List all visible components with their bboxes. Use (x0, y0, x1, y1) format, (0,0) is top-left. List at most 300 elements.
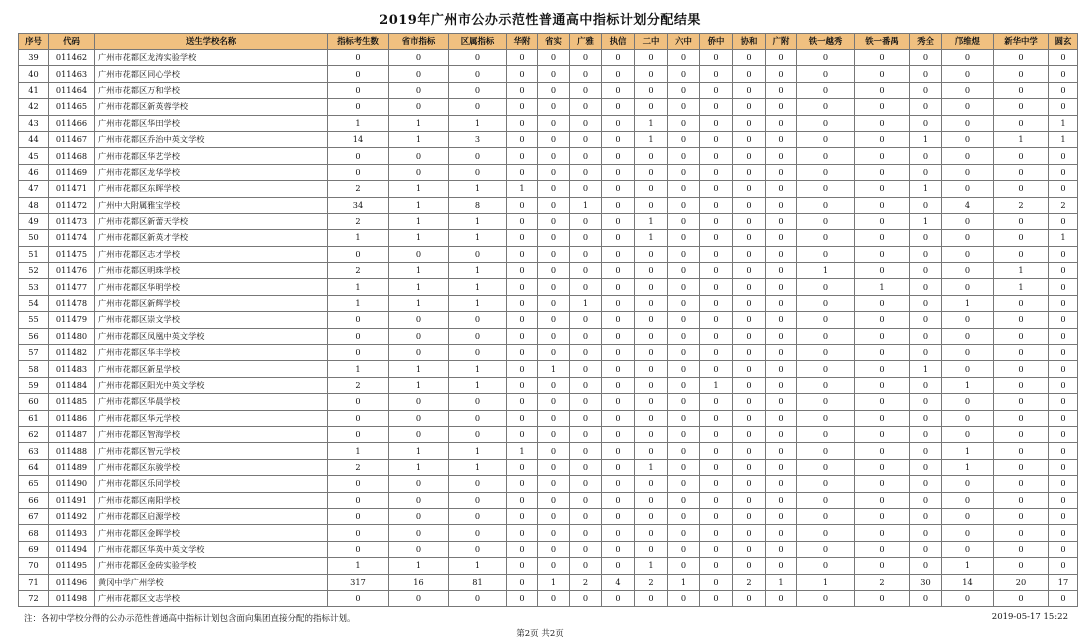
table-cell: 0 (994, 476, 1049, 492)
table-cell: 0 (994, 426, 1049, 442)
table-cell: 011478 (49, 295, 95, 311)
table-cell: 0 (700, 181, 733, 197)
table-cell: 0 (700, 82, 733, 98)
table-cell: 0 (994, 443, 1049, 459)
table-cell: 1 (635, 230, 668, 246)
table-cell: 0 (602, 82, 635, 98)
table-cell: 0 (733, 66, 766, 82)
table-cell: 011464 (49, 82, 95, 98)
table-cell: 0 (994, 295, 1049, 311)
table-cell: 0 (602, 476, 635, 492)
table-row (19, 131, 1078, 147)
table-cell: 011468 (49, 148, 95, 164)
table-row (19, 492, 1078, 508)
table-cell: 0 (389, 148, 449, 164)
table-cell: 0 (328, 476, 389, 492)
table-cell: 0 (910, 197, 942, 213)
table-cell: 0 (910, 443, 942, 459)
table-cell: 0 (700, 328, 733, 344)
table-cell: 0 (797, 541, 855, 557)
school-name-cell: 广州市花都区华晨学校 (95, 394, 328, 410)
table-cell: 2 (1049, 197, 1078, 213)
table-row (19, 164, 1078, 180)
table-row (19, 590, 1078, 606)
table-cell: 0 (328, 66, 389, 82)
table-cell: 0 (910, 410, 942, 426)
table-cell: 0 (328, 148, 389, 164)
table-cell: 011487 (49, 426, 95, 442)
table-cell: 0 (668, 148, 700, 164)
school-name-cell: 广州市花都区志才学校 (95, 246, 328, 262)
table-row (19, 508, 1078, 524)
table-cell: 0 (507, 213, 538, 229)
table-cell: 0 (602, 410, 635, 426)
table-cell: 0 (910, 230, 942, 246)
table-cell: 0 (700, 263, 733, 279)
table-cell: 0 (570, 476, 602, 492)
table-cell: 0 (994, 590, 1049, 606)
table-cell: 011462 (49, 50, 95, 66)
table-row (19, 361, 1078, 377)
table-cell: 0 (910, 99, 942, 115)
table-cell: 0 (910, 279, 942, 295)
table-cell: 1 (328, 230, 389, 246)
table-cell: 0 (733, 410, 766, 426)
table-cell: 0 (766, 426, 797, 442)
table-cell: 1 (942, 443, 994, 459)
table-cell: 0 (507, 82, 538, 98)
table-cell: 0 (766, 394, 797, 410)
table-cell: 0 (910, 377, 942, 393)
table-cell: 0 (668, 508, 700, 524)
table-cell: 0 (668, 459, 700, 475)
table-cell: 34 (328, 197, 389, 213)
table-cell: 0 (700, 131, 733, 147)
table-cell: 0 (942, 181, 994, 197)
table-cell: 0 (700, 66, 733, 82)
table-cell: 0 (994, 181, 1049, 197)
table-cell: 0 (700, 590, 733, 606)
table-cell: 0 (635, 197, 668, 213)
table-cell: 0 (1049, 426, 1078, 442)
table-cell: 1 (1049, 115, 1078, 131)
school-name-cell: 广州市花都区凤凰中英文学校 (95, 328, 328, 344)
table-cell: 0 (910, 345, 942, 361)
table-cell: 0 (766, 246, 797, 262)
table-cell: 81 (449, 574, 507, 590)
table-cell: 0 (602, 263, 635, 279)
table-cell: 0 (733, 377, 766, 393)
table-cell: 0 (1049, 213, 1078, 229)
table-cell: 0 (994, 312, 1049, 328)
table-cell: 0 (602, 459, 635, 475)
table-cell: 0 (910, 50, 942, 66)
table-cell: 0 (733, 394, 766, 410)
table-cell: 0 (668, 590, 700, 606)
table-cell: 1 (635, 459, 668, 475)
table-cell: 1 (635, 213, 668, 229)
table-cell: 0 (700, 459, 733, 475)
table-cell: 0 (328, 328, 389, 344)
table-cell: 58 (19, 361, 49, 377)
table-cell: 50 (19, 230, 49, 246)
table-cell: 14 (942, 574, 994, 590)
table-cell: 0 (733, 50, 766, 66)
table-cell: 0 (449, 66, 507, 82)
column-header: 新华中学 (994, 34, 1049, 50)
table-cell: 0 (766, 377, 797, 393)
column-header: 二中 (635, 34, 668, 50)
table-cell: 0 (538, 181, 570, 197)
table-cell: 0 (797, 66, 855, 82)
table-cell: 0 (389, 492, 449, 508)
table-cell: 1 (1049, 131, 1078, 147)
table-cell: 0 (733, 99, 766, 115)
table-cell: 0 (733, 164, 766, 180)
table-cell: 0 (855, 295, 910, 311)
table-cell: 0 (855, 394, 910, 410)
school-name-cell: 广州市花都区智海学校 (95, 426, 328, 442)
table-cell: 0 (507, 476, 538, 492)
table-cell: 2 (994, 197, 1049, 213)
table-cell: 0 (635, 426, 668, 442)
table-cell: 0 (668, 164, 700, 180)
table-row (19, 181, 1078, 197)
table-cell: 0 (766, 525, 797, 541)
table-row (19, 230, 1078, 246)
table-cell: 1 (449, 295, 507, 311)
table-cell: 0 (910, 394, 942, 410)
table-cell: 0 (538, 131, 570, 147)
table-cell: 0 (855, 377, 910, 393)
table-cell: 0 (507, 361, 538, 377)
table-cell: 0 (942, 263, 994, 279)
table-cell: 0 (733, 230, 766, 246)
table-cell: 0 (1049, 541, 1078, 557)
table-cell: 0 (700, 558, 733, 574)
table-header-row (19, 34, 1078, 50)
table-cell: 0 (570, 164, 602, 180)
table-cell: 0 (538, 50, 570, 66)
table-cell: 0 (766, 230, 797, 246)
table-cell: 0 (855, 492, 910, 508)
school-name-cell: 广州市花都区华艺学校 (95, 148, 328, 164)
table-cell: 0 (855, 230, 910, 246)
table-cell: 0 (910, 312, 942, 328)
table-cell: 0 (449, 508, 507, 524)
table-cell: 0 (910, 148, 942, 164)
table-cell: 70 (19, 558, 49, 574)
table-cell: 0 (942, 115, 994, 131)
table-cell: 47 (19, 181, 49, 197)
table-cell: 1 (389, 181, 449, 197)
table-cell: 49 (19, 213, 49, 229)
table-cell: 0 (538, 525, 570, 541)
table-cell: 0 (538, 246, 570, 262)
table-cell: 0 (1049, 558, 1078, 574)
table-cell: 1 (449, 213, 507, 229)
table-cell: 0 (1049, 295, 1078, 311)
table-cell: 0 (507, 263, 538, 279)
table-cell: 0 (910, 66, 942, 82)
column-header: 秀全 (910, 34, 942, 50)
table-cell: 0 (389, 345, 449, 361)
table-cell: 011494 (49, 541, 95, 557)
table-cell: 0 (538, 99, 570, 115)
table-cell: 0 (700, 295, 733, 311)
school-name-cell: 广州市花都区金晖学校 (95, 525, 328, 541)
table-cell: 0 (855, 345, 910, 361)
table-cell: 0 (570, 50, 602, 66)
table-cell: 0 (389, 541, 449, 557)
table-cell: 0 (855, 115, 910, 131)
table-cell: 0 (507, 508, 538, 524)
table-cell: 0 (766, 361, 797, 377)
table-cell: 1 (389, 197, 449, 213)
table-cell: 0 (733, 263, 766, 279)
table-cell: 72 (19, 590, 49, 606)
table-cell: 0 (602, 197, 635, 213)
footer-note: 注：各初中学校分得的公办示范性普通高中指标计划包含面向集团直接分配的指标计划。 (24, 614, 356, 624)
table-cell: 0 (328, 50, 389, 66)
table-cell: 0 (855, 148, 910, 164)
table-cell: 0 (700, 394, 733, 410)
table-cell: 0 (910, 164, 942, 180)
school-name-cell: 广州市花都区龙华学校 (95, 164, 328, 180)
table-cell: 0 (766, 66, 797, 82)
table-cell: 0 (449, 410, 507, 426)
table-cell: 0 (389, 246, 449, 262)
table-row (19, 115, 1078, 131)
table-cell: 1 (389, 459, 449, 475)
table-cell: 0 (797, 148, 855, 164)
column-header: 序号 (19, 34, 49, 50)
table-cell: 0 (570, 394, 602, 410)
table-cell: 1 (797, 263, 855, 279)
table-cell: 0 (602, 279, 635, 295)
table-cell: 0 (602, 246, 635, 262)
column-header: 侨中 (700, 34, 733, 50)
table-cell: 1 (635, 558, 668, 574)
table-cell: 0 (449, 148, 507, 164)
table-cell: 011475 (49, 246, 95, 262)
school-name-cell: 广州市花都区同心学校 (95, 66, 328, 82)
school-name-cell: 广州市花都区启源学校 (95, 508, 328, 524)
table-row (19, 394, 1078, 410)
table-cell: 0 (668, 246, 700, 262)
table-cell: 0 (635, 377, 668, 393)
column-header: 省实 (538, 34, 570, 50)
table-row (19, 279, 1078, 295)
table-cell: 0 (700, 426, 733, 442)
table-cell: 0 (942, 66, 994, 82)
table-cell: 0 (1049, 361, 1078, 377)
table-cell: 0 (668, 230, 700, 246)
table-cell: 0 (328, 541, 389, 557)
table-cell: 1 (942, 295, 994, 311)
table-cell: 1 (910, 213, 942, 229)
table-cell: 0 (942, 148, 994, 164)
table-cell: 0 (668, 476, 700, 492)
table-cell: 0 (668, 50, 700, 66)
school-name-cell: 广州市花都区万和学校 (95, 82, 328, 98)
table-cell: 0 (570, 361, 602, 377)
table-cell: 0 (602, 361, 635, 377)
table-cell: 0 (668, 66, 700, 82)
table-cell: 0 (766, 181, 797, 197)
table-cell: 0 (797, 230, 855, 246)
table-cell: 0 (635, 410, 668, 426)
table-cell: 0 (733, 82, 766, 98)
table-cell: 0 (855, 541, 910, 557)
table-cell: 011471 (49, 181, 95, 197)
table-cell: 0 (994, 492, 1049, 508)
table-cell: 0 (766, 459, 797, 475)
school-name-cell: 广州市花都区阳光中英文学校 (95, 377, 328, 393)
table-cell: 0 (994, 148, 1049, 164)
table-cell: 1 (328, 295, 389, 311)
table-cell: 0 (1049, 328, 1078, 344)
table-cell: 317 (328, 574, 389, 590)
table-cell: 0 (449, 426, 507, 442)
table-cell: 1 (797, 574, 855, 590)
table-cell: 65 (19, 476, 49, 492)
table-cell: 1 (910, 361, 942, 377)
table-cell: 0 (797, 246, 855, 262)
table-cell: 0 (855, 558, 910, 574)
column-header: 广雅 (570, 34, 602, 50)
table-cell: 0 (994, 377, 1049, 393)
table-cell: 0 (602, 66, 635, 82)
table-cell: 0 (942, 246, 994, 262)
table-cell: 0 (507, 230, 538, 246)
table-cell: 1 (449, 279, 507, 295)
table-cell: 0 (538, 328, 570, 344)
table-cell: 0 (570, 246, 602, 262)
table-cell: 0 (1049, 459, 1078, 475)
table-cell: 3 (449, 131, 507, 147)
table-cell: 0 (1049, 181, 1078, 197)
table-cell: 0 (855, 525, 910, 541)
table-cell: 0 (507, 328, 538, 344)
table-cell: 0 (602, 230, 635, 246)
table-cell: 42 (19, 99, 49, 115)
table-cell: 0 (602, 312, 635, 328)
table-cell: 0 (668, 115, 700, 131)
table-cell: 0 (507, 295, 538, 311)
table-cell: 2 (328, 181, 389, 197)
table-cell: 0 (668, 345, 700, 361)
table-cell: 0 (797, 426, 855, 442)
table-cell: 0 (635, 99, 668, 115)
table-cell: 0 (538, 476, 570, 492)
table-cell: 0 (797, 410, 855, 426)
table-cell: 61 (19, 410, 49, 426)
table-cell: 1 (389, 295, 449, 311)
table-cell: 0 (797, 279, 855, 295)
table-row (19, 99, 1078, 115)
table-cell: 0 (855, 213, 910, 229)
school-name-cell: 广州市花都区智元学校 (95, 443, 328, 459)
table-cell: 0 (797, 345, 855, 361)
table-cell: 0 (994, 525, 1049, 541)
table-cell: 48 (19, 197, 49, 213)
table-cell: 0 (910, 295, 942, 311)
table-cell: 0 (766, 197, 797, 213)
table-cell: 1 (570, 197, 602, 213)
table-row (19, 476, 1078, 492)
column-header: 区属指标 (449, 34, 507, 50)
table-cell: 011484 (49, 377, 95, 393)
table-cell: 1 (1049, 230, 1078, 246)
footer-timestamp: 2019-05-17 15:22 (991, 612, 1068, 622)
table-cell: 1 (994, 279, 1049, 295)
table-cell: 16 (389, 574, 449, 590)
table-cell: 0 (328, 99, 389, 115)
table-cell: 0 (797, 525, 855, 541)
table-cell: 1 (570, 295, 602, 311)
table-cell: 0 (797, 99, 855, 115)
table-cell: 0 (1049, 148, 1078, 164)
table-cell: 0 (994, 99, 1049, 115)
table-cell: 0 (797, 197, 855, 213)
table-cell: 0 (942, 312, 994, 328)
table-cell: 0 (942, 131, 994, 147)
table-row (19, 66, 1078, 82)
table-cell: 011473 (49, 213, 95, 229)
table-cell: 0 (855, 246, 910, 262)
table-cell: 2 (328, 213, 389, 229)
table-cell: 0 (855, 443, 910, 459)
table-cell: 0 (507, 426, 538, 442)
table-cell: 011482 (49, 345, 95, 361)
table-row (19, 345, 1078, 361)
table-cell: 0 (538, 197, 570, 213)
school-name-cell: 广州市花都区明珠学校 (95, 263, 328, 279)
table-cell: 0 (942, 590, 994, 606)
table-cell: 1 (389, 213, 449, 229)
table-cell: 0 (538, 558, 570, 574)
table-cell: 011483 (49, 361, 95, 377)
table-cell: 0 (668, 492, 700, 508)
table-cell: 0 (855, 361, 910, 377)
table-cell: 0 (910, 328, 942, 344)
table-cell: 0 (797, 328, 855, 344)
table-cell: 0 (635, 82, 668, 98)
table-cell: 0 (538, 148, 570, 164)
table-cell: 0 (700, 164, 733, 180)
table-cell: 0 (1049, 66, 1078, 82)
table-row (19, 426, 1078, 442)
table-cell: 0 (602, 377, 635, 393)
table-cell: 0 (602, 148, 635, 164)
table-cell: 0 (635, 394, 668, 410)
table-cell: 0 (635, 148, 668, 164)
table-cell: 0 (766, 443, 797, 459)
table-cell: 0 (602, 115, 635, 131)
table-cell: 0 (797, 312, 855, 328)
table-cell: 0 (766, 131, 797, 147)
table-cell: 0 (994, 558, 1049, 574)
table-cell: 0 (570, 263, 602, 279)
table-cell: 1 (389, 131, 449, 147)
table-cell: 0 (449, 492, 507, 508)
table-cell: 1 (389, 361, 449, 377)
table-cell: 0 (507, 312, 538, 328)
school-name-cell: 广州市花都区新英才学校 (95, 230, 328, 246)
table-cell: 0 (797, 394, 855, 410)
table-cell: 0 (602, 345, 635, 361)
